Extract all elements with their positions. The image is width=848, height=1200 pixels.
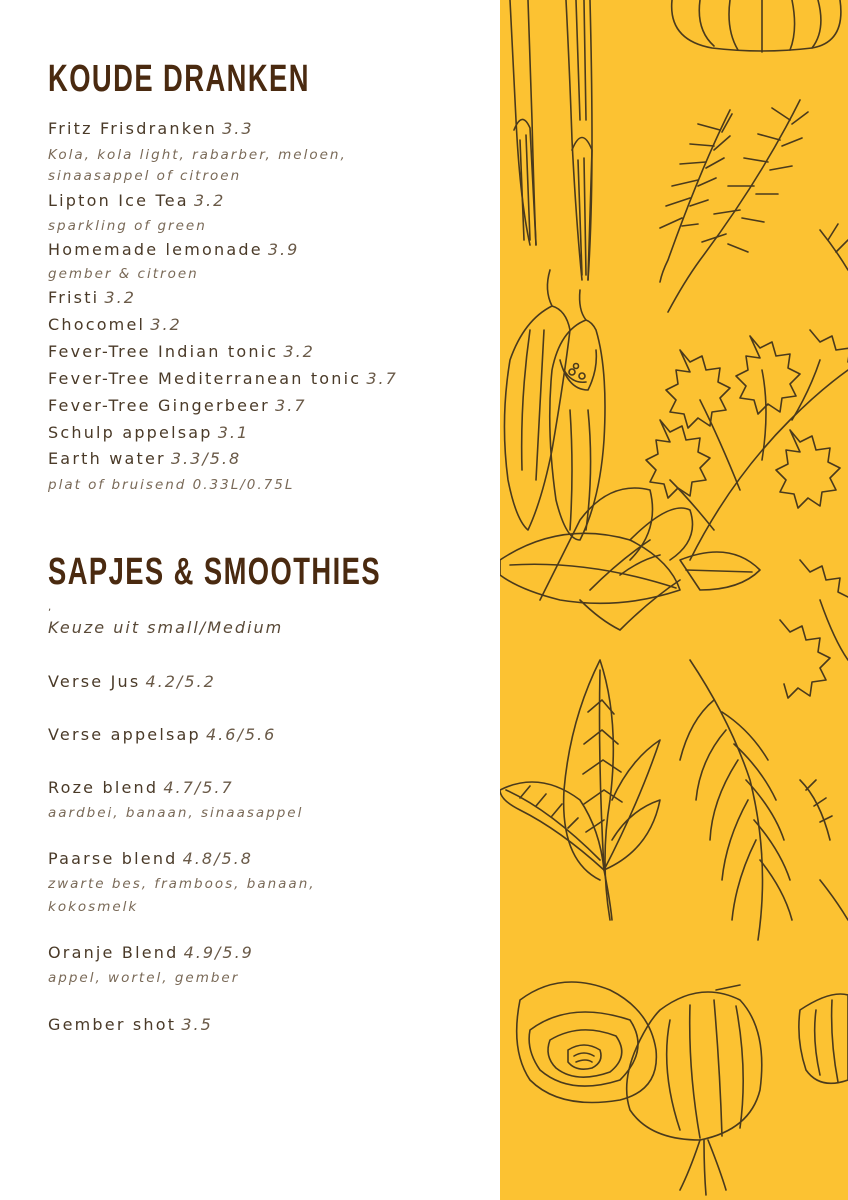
item-price: 4.9/5.9 [183,943,254,962]
menu-item-lipton [48,191,225,210]
item-description: aardbei, banaan, sinaasappel [48,805,304,821]
item-name: Fever-Tree Indian tonic [48,342,279,361]
menu-item-earth-water [48,449,241,468]
section-title-koude-dranken: KOUDE DRANKEN [48,58,310,100]
dill-icon [680,660,848,940]
size-note: Keuze uit small/Medium [48,618,284,637]
item-description: gember & citroen [48,266,199,282]
item-price: 4.7/5.7 [163,778,234,797]
item-description: kokosmelk [48,899,139,915]
menu-item-fristi [48,288,136,307]
chili-pepper-icon [504,270,605,540]
item-description: sparkling of green [48,218,207,234]
menu-item-gingerbeer [48,396,307,415]
menu-item-roze-blend [48,778,234,797]
item-description: zwarte bes, framboos, banaan, [48,876,316,892]
item-name: Verse appelsap [48,725,201,744]
basil-icon [500,488,760,630]
item-price: 3.7 [275,396,307,415]
menu-item-verse-appelsap [48,725,276,744]
item-name: Fristi [48,288,100,307]
item-price: 3.5 [181,1015,213,1034]
onion-icon [517,982,848,1195]
menu-item-lemonade [48,240,299,259]
item-description: sinaasappel of citroen [48,168,242,184]
item-description: appel, wortel, gember [48,970,240,986]
illustration-panel [500,0,848,1200]
item-price: 3.7 [366,369,398,388]
menu-item-oranje-blend [48,943,254,962]
item-price: 3.1 [217,423,250,442]
item-name: Gember shot [48,1015,177,1034]
menu-item-gember-shot [48,1015,213,1034]
section-title-sapjes-smoothies: SAPJES & SMOOTHIES [48,551,382,593]
menu-item-indian-tonic [48,342,315,361]
item-name: Fritz Frisdranken [48,119,217,138]
item-name: Verse Jus [48,672,141,691]
pumpkin-icon [672,0,841,52]
item-name: Chocomel [48,315,146,334]
item-price: 4.6/5.6 [206,725,277,744]
menu-item-schulp [48,423,249,442]
item-name: Earth water [48,449,166,468]
item-name: Homemade lemonade [48,240,263,259]
item-price: 3.3/5.8 [170,449,242,468]
rosemary-icon [660,100,848,312]
menu-item-paarse-blend [48,849,253,868]
stray-comma: , [48,602,52,613]
item-price: 3.2 [283,342,315,361]
item-price: 4.2/5.2 [145,672,216,691]
parsley-icon [646,330,848,698]
item-price: 3.2 [193,191,226,210]
menu-item-fritz [48,119,254,138]
item-name: Lipton Ice Tea [48,191,189,210]
leek-icon [510,0,592,280]
item-name: Paarse blend [48,849,178,868]
item-price: 3.9 [267,240,300,259]
item-name: Fever-Tree Mediterranean tonic [48,369,362,388]
item-price: 3.2 [104,288,136,307]
item-price: 4.8/5.8 [182,849,253,868]
item-price: 3.2 [150,315,182,334]
item-name: Roze blend [48,778,159,797]
item-name: Schulp appelsap [48,423,213,442]
item-price: 3.3 [222,119,254,138]
item-description: Kola, kola light, rabarber, meloen, [48,147,347,163]
item-name: Oranje Blend [48,943,179,962]
menu-item-mediterranean-tonic [48,369,398,388]
menu-item-chocomel [48,315,182,334]
bay-leaf-icon [500,660,660,920]
menu-item-verse-jus [48,672,216,691]
item-description: plat of bruisend 0.33L/0.75L [48,477,295,493]
item-name: Fever-Tree Gingerbeer [48,396,270,415]
